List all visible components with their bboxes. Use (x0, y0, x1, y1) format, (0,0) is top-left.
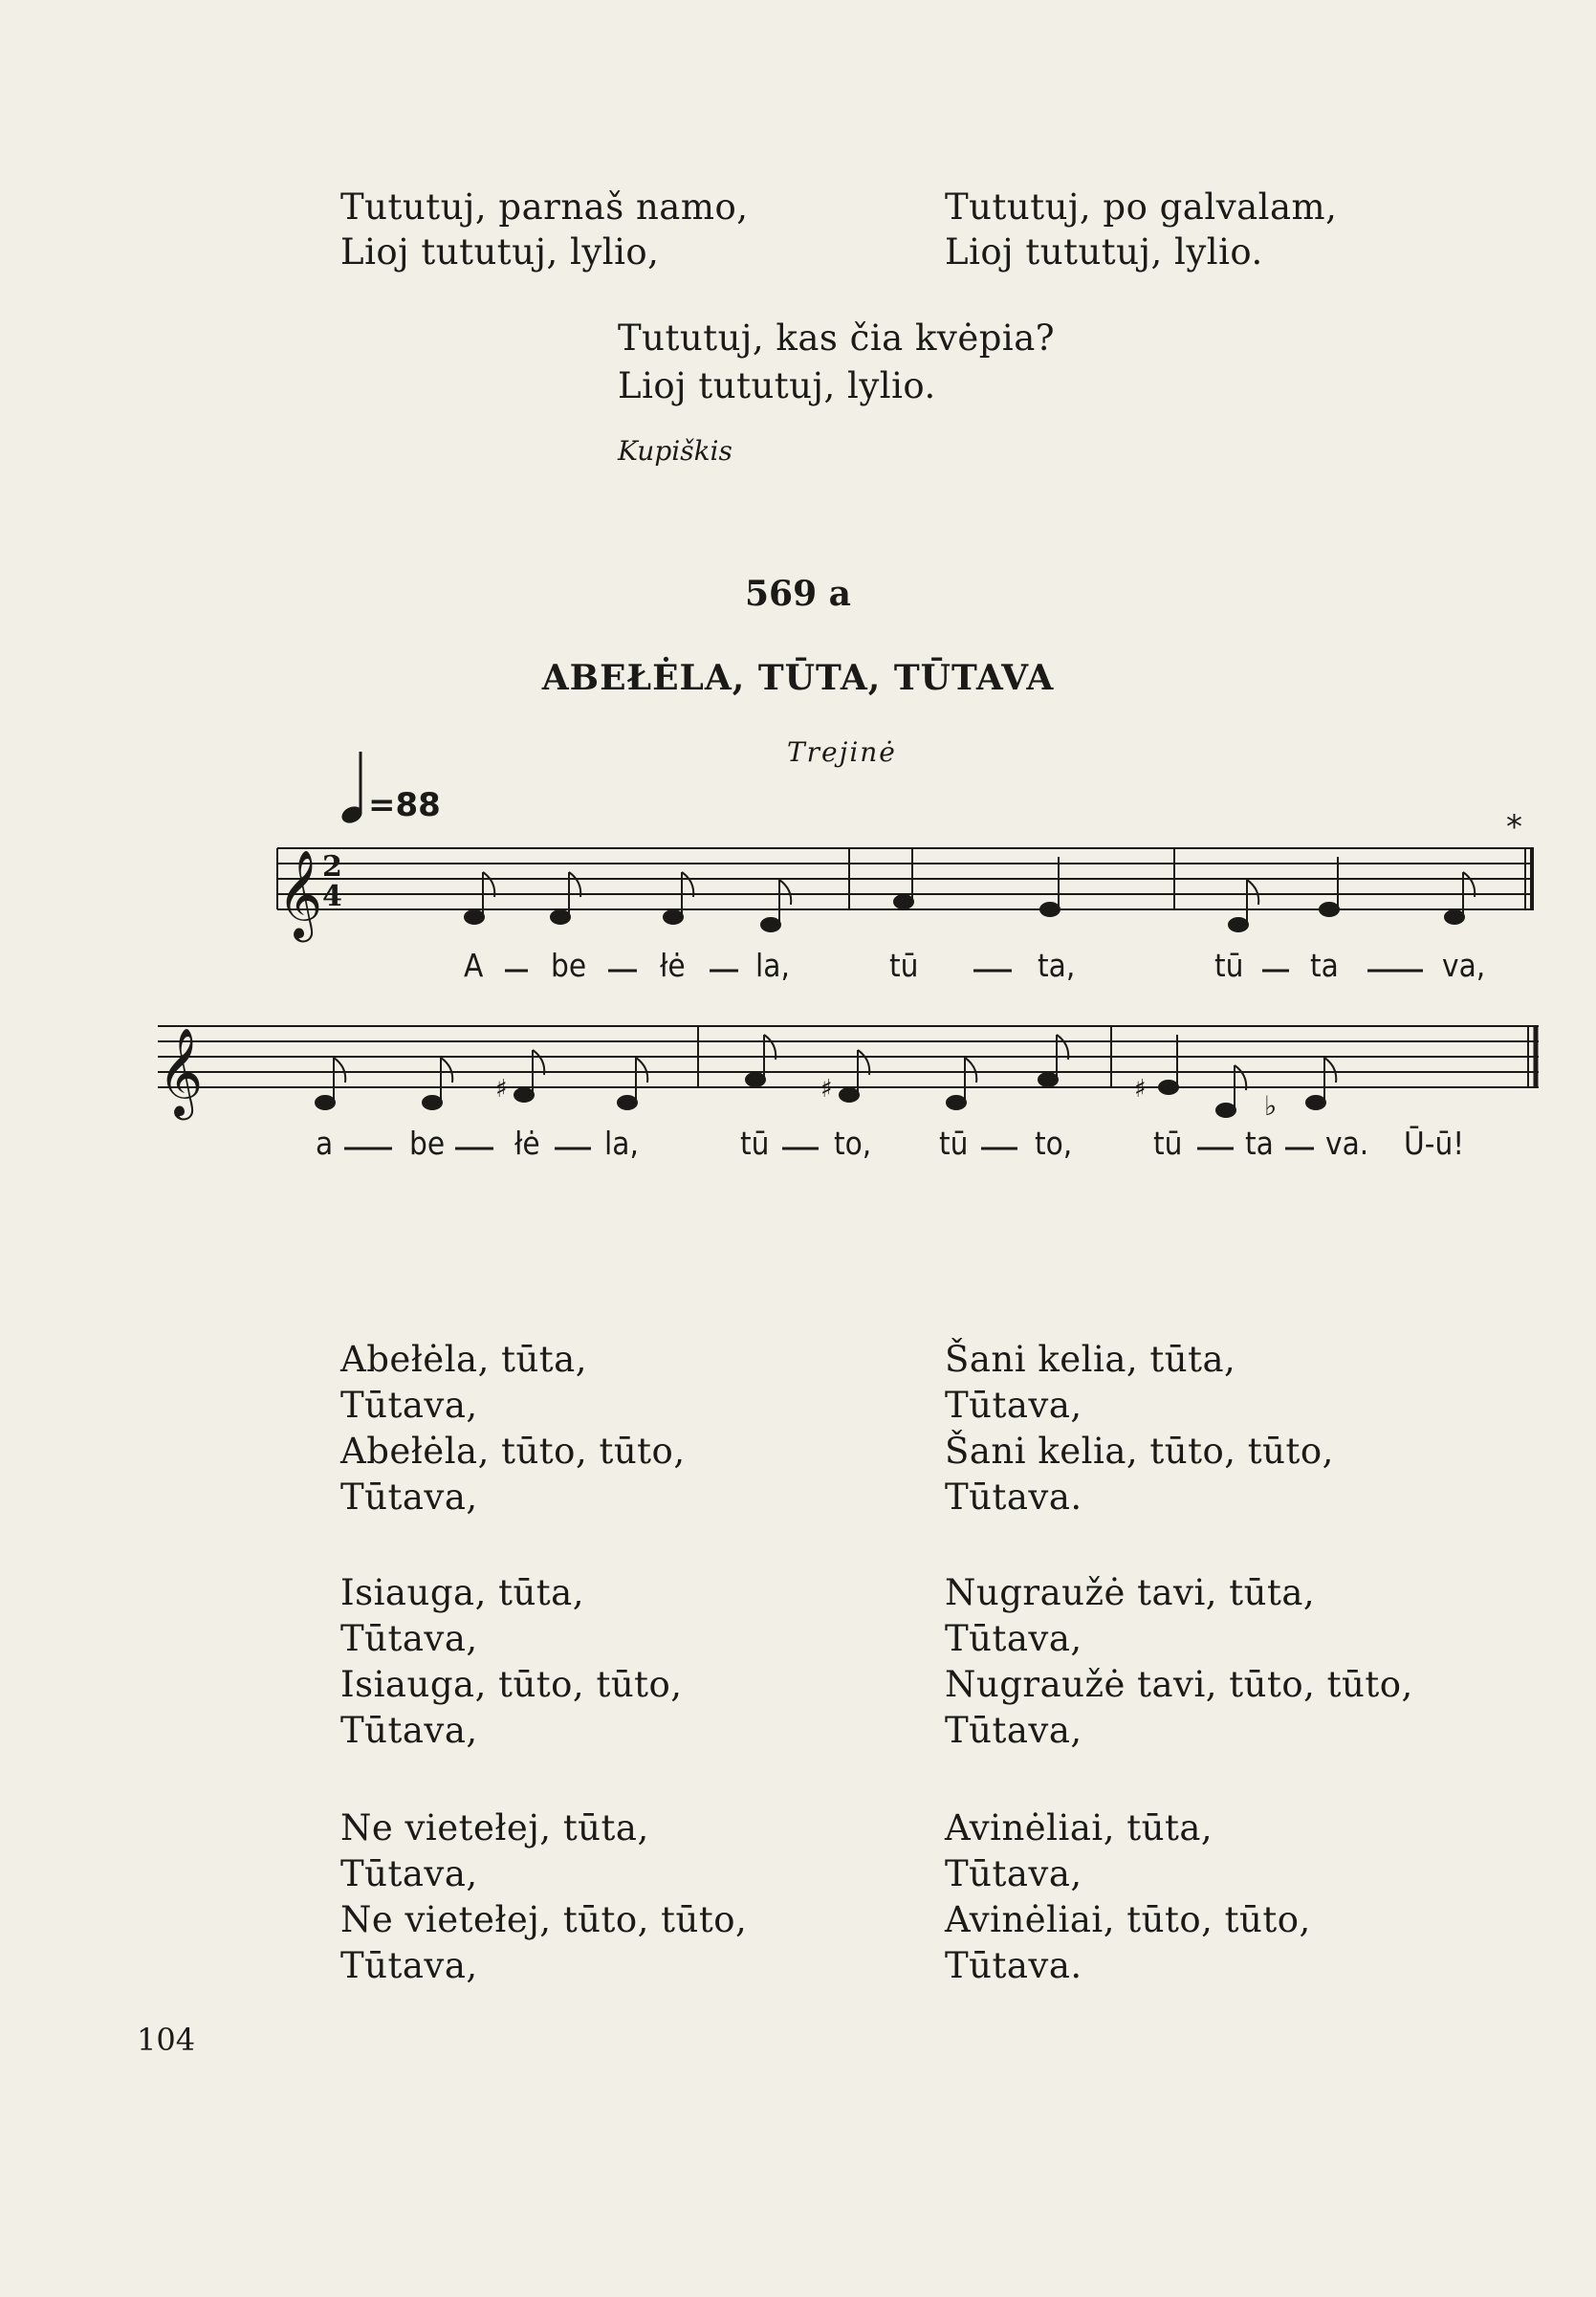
svg-text:♯: ♯ (495, 1075, 508, 1104)
top-right-line-2: Lioj tututuj, lylio. (945, 231, 1263, 273)
lyric-1-1: A (464, 947, 484, 984)
verse-left-1-line-4: Tūtava, (340, 1477, 478, 1518)
verse-left-2-line-3: Isiauga, tūto, tūto, (340, 1664, 683, 1705)
lyric-1-7: tū (1214, 947, 1244, 984)
verse-right-1-line-1: Šani kelia, tūta, (945, 1339, 1236, 1380)
verse-right-3-line-2: Tūtava, (945, 1853, 1082, 1894)
verse-right-2-line-2: Tūtava, (945, 1618, 1082, 1659)
svg-text:♭: ♭ (1264, 1090, 1278, 1122)
top-left-line-1: Tututuj, parnaš namo, (340, 186, 749, 228)
svg-text:♯: ♯ (820, 1075, 833, 1104)
top-center-line-2: Lioj tututuj, lylio. (618, 365, 936, 406)
verse-left-2-line-4: Tūtava, (340, 1710, 478, 1751)
lyric-2-3: łė (514, 1125, 540, 1162)
verse-left-3-line-2: Tūtava, (340, 1853, 478, 1894)
lyric-1-6: ta, (1038, 947, 1076, 984)
song-number: 569 a (744, 574, 851, 614)
verse-left-2-line-2: Tūtava, (340, 1618, 478, 1659)
lyric-1-2: be (551, 947, 587, 984)
lyric-1-9: va, (1442, 947, 1486, 984)
lyric-2-10: ta (1245, 1125, 1274, 1162)
verse-left-3-line-3: Ne vietełej, tūto, tūto, (340, 1899, 748, 1940)
lyric-2-2: be (409, 1125, 446, 1162)
lyric-2-6: to, (834, 1125, 872, 1162)
verse-right-3-line-4: Tūtava. (945, 1945, 1082, 1986)
lyric-1-3: łė (660, 947, 686, 984)
verse-right-3-line-3: Avinėliai, tūto, tūto, (945, 1899, 1311, 1940)
time-sig-bottom: 4 (322, 880, 342, 913)
verse-right-2-line-1: Nugraužė tavi, tūta, (945, 1572, 1316, 1613)
treble-clef-icon: 𝄞 (277, 849, 323, 938)
lyric-2-7: tū (939, 1125, 969, 1162)
lyric-2-5: tū (740, 1125, 770, 1162)
lyric-1-5: tū (889, 947, 919, 984)
top-center-line-1: Tututuj, kas čia kvėpia? (618, 317, 1056, 359)
verse-right-3-line-1: Avinėliai, tūta, (945, 1807, 1213, 1849)
lyric-2-8: to, (1035, 1125, 1073, 1162)
time-sig-top: 2 (322, 850, 342, 884)
lyric-2-1: a (316, 1125, 334, 1162)
verse-right-2-line-3: Nugraužė tavi, tūto, tūto, (945, 1664, 1413, 1705)
song-title: ABEŁĖLA, TŪTA, TŪTAVA (541, 658, 1055, 698)
verse-right-1-line-3: Šani kelia, tūto, tūto, (945, 1431, 1334, 1472)
lyric-2-12: Ū-ū! (1404, 1125, 1465, 1162)
page-number: 104 (137, 2022, 196, 2058)
asterisk-mark: * (1506, 808, 1522, 846)
treble-clef-icon-2: 𝄞 (158, 1027, 204, 1116)
place-name: Kupiškis (618, 435, 732, 467)
verse-left-1-line-3: Abełėla, tūto, tūto, (340, 1431, 686, 1472)
verse-left-2-line-1: Isiauga, tūta, (340, 1572, 584, 1613)
verse-right-2-line-4: Tūtava, (945, 1710, 1082, 1751)
top-right-line-1: Tututuj, po galvalam, (945, 186, 1338, 228)
svg-text:♯: ♯ (1134, 1075, 1147, 1104)
verse-left-1-line-2: Tūtava, (340, 1385, 478, 1426)
verse-right-1-line-4: Tūtava. (945, 1477, 1082, 1518)
lyric-1-4: la, (755, 947, 790, 984)
verse-left-3-line-4: Tūtava, (340, 1945, 478, 1986)
verse-left-3-line-1: Ne vietełej, tūta, (340, 1807, 649, 1849)
top-left-line-2: Lioj tututuj, lylio, (340, 231, 660, 273)
verse-left-1-line-1: Abełėla, tūta, (340, 1339, 587, 1380)
verse-right-1-line-2: Tūtava, (945, 1385, 1082, 1426)
lyric-1-8: ta (1310, 947, 1339, 984)
song-type: Trejinė (787, 736, 897, 768)
lyric-2-11: va. (1325, 1125, 1369, 1162)
tempo-value: =88 (368, 786, 441, 824)
lyric-2-9: tū (1153, 1125, 1183, 1162)
lyric-2-4: la, (604, 1125, 639, 1162)
